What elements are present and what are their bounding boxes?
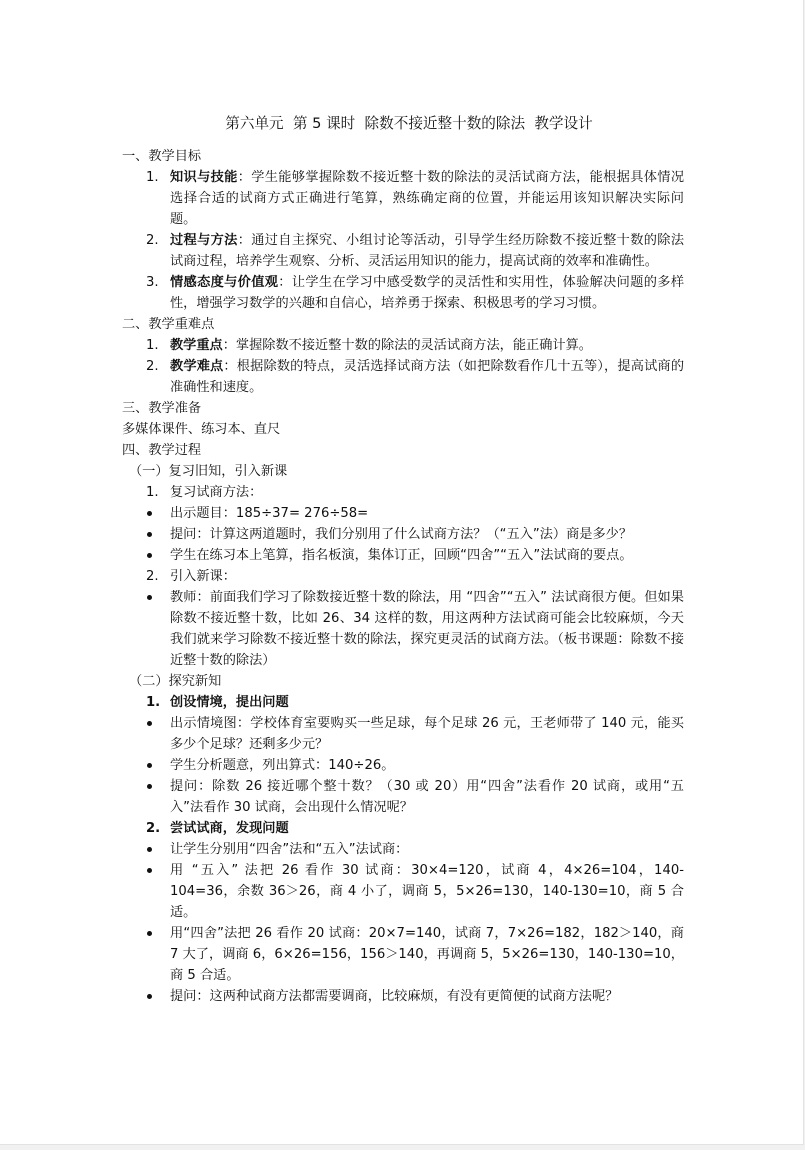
item-number: 1. (146, 170, 159, 185)
item-text: ：通过自主探究、小组讨论等活动，引导学生经历除数不接近整十数的除法试商过程，培养学生观察、分析、灵活运用知识的能力，提高试商的效率和准确性。 (170, 233, 685, 269)
document-body (122, 112, 684, 1007)
bullet-text: 教师：前面我们学习了除数接近整十数的除法，用 “四舍”“五入” 法试商很方便。但如果除数不接近整十数，比如 26、34 这样的数，用这两种方法试商可能会比较麻烦，今天我们就来学习除数不接近整十数的除法，探究更灵活的试商方法。（板书课题：除数不接近整十数的除法） (170, 590, 684, 668)
step-number: 2. (146, 821, 161, 836)
bullet-text: 学生在练习本上笔算，指名板演，集体订正，回顾“四舍”“五入”法试商的要点。 (170, 548, 633, 563)
step-text: 复习试商方法： (170, 485, 263, 500)
step-number: 1. (146, 485, 159, 500)
list-item (122, 356, 684, 398)
list-item (122, 335, 684, 356)
step-item (122, 566, 684, 587)
bullet-item (122, 713, 684, 755)
bullet-text: 出示情境图：学校体育室要购买一些足球，每个足球 26 元，王老师带了 140 元，能买多少个足球？还剩多少元？ (170, 716, 684, 752)
bullet-text: 让学生分别用“四舍”法和“五入”法试商： (170, 842, 409, 857)
item-number: 3. (146, 275, 159, 290)
item-text: ：学生能够掌握除数不接近整十数的除法的灵活试商方法，能根据具体情况选择合适的试商方式正确进行笔算，熟练确定商的位置，并能运用该知识解决实际问题。 (170, 170, 685, 227)
bullet-text: 学生分析题意，列出算式：140÷26。 (170, 758, 395, 773)
item-text: ：掌握除数不接近整十数的除法的灵活试商方法，能正确计算。 (222, 338, 592, 353)
item-number: 2. (146, 359, 159, 374)
bullet-text: 提问：除数 26 接近哪个整十数？（30 或 20）用“四舍”法看作 20 试商，或用“五入”法看作 30 试商，会出现什么情况呢？ (170, 779, 684, 815)
bullet-item (122, 503, 684, 524)
step-item (122, 482, 684, 503)
step-text: 创设情境，提出问题 (170, 695, 289, 710)
bullet-item (122, 839, 684, 860)
list-item (122, 167, 684, 230)
list-item (122, 230, 684, 272)
section-heading: 四、教学过程 (122, 443, 202, 458)
item-label: 教学难点 (170, 359, 224, 374)
section-heading: 二、教学重难点 (122, 317, 215, 332)
step-text: 尝试试商，发现问题 (170, 821, 289, 836)
bullet-text: 出示题目：185÷37= 276÷58= (170, 506, 369, 521)
subsection-heading: （一）复习旧知，引入新课 (129, 464, 288, 479)
subsection-heading: （二）探究新知 (129, 674, 222, 689)
item-text: ：让学生在学习中感受数学的灵活性和实用性，体验解决问题的多样性，增强学习数学的兴趣和自信心，培养勇于探索、积极思考的学习习惯。 (170, 275, 685, 311)
step-item (122, 818, 684, 839)
section-heading: 一、教学目标 (122, 149, 202, 164)
bullet-item (122, 776, 684, 818)
bullet-item (122, 524, 684, 545)
bullet-text: 提问：这两种试商方法都需要调商，比较麻烦，有没有更简便的试商方法呢？ (170, 989, 619, 1004)
step-number: 1. (146, 695, 161, 710)
bullet-item (122, 986, 684, 1007)
bullet-text: 用“四舍”法把 26 看作 20 试商：20×7=140，试商 7，7×26=182，182＞140，商 7 大了，调商 6，6×26=156，156＞140，再调商 5，5×26=130，140-130=10，商 5 合适。 (170, 926, 684, 983)
materials-text: 多媒体课件、练习本、直尺 (122, 422, 281, 437)
step-text: 引入新课： (170, 569, 236, 584)
bullet-text: 提问：计算这两道题时，我们分别用了什么试商方法？（“五入”法）商是多少？ (170, 527, 633, 542)
step-number: 2. (146, 569, 159, 584)
bullet-item (122, 923, 684, 986)
item-text: ：根据除数的特点，灵活选择试商方法（如把除数看作几十五等），提高试商的准确性和速度。 (170, 359, 685, 395)
item-label: 情感态度与价值观 (170, 275, 279, 290)
item-label: 知识与技能 (170, 170, 238, 185)
bullet-item (122, 860, 684, 923)
list-item (122, 272, 684, 314)
item-number: 1. (146, 338, 159, 353)
section-heading: 三、教学准备 (122, 401, 202, 416)
bullet-item (122, 545, 684, 566)
item-number: 2. (146, 233, 159, 248)
step-item (122, 692, 684, 713)
bullet-item (122, 755, 684, 776)
item-label: 过程与方法 (170, 233, 238, 248)
bullet-text: 用 “五入” 法把 26 看作 30 试商：30×4=120，试商 4，4×26=104，140-104=36，余数 36＞26，商 4 小了，调商 5，5×26=130，140-130=10，商 5 合适。 (170, 863, 684, 920)
page-title: 第六单元 第 5 课时 除数不接近整十数的除法 教学设计 (225, 115, 593, 132)
bullet-item (122, 587, 684, 671)
item-label: 教学重点 (170, 338, 223, 353)
